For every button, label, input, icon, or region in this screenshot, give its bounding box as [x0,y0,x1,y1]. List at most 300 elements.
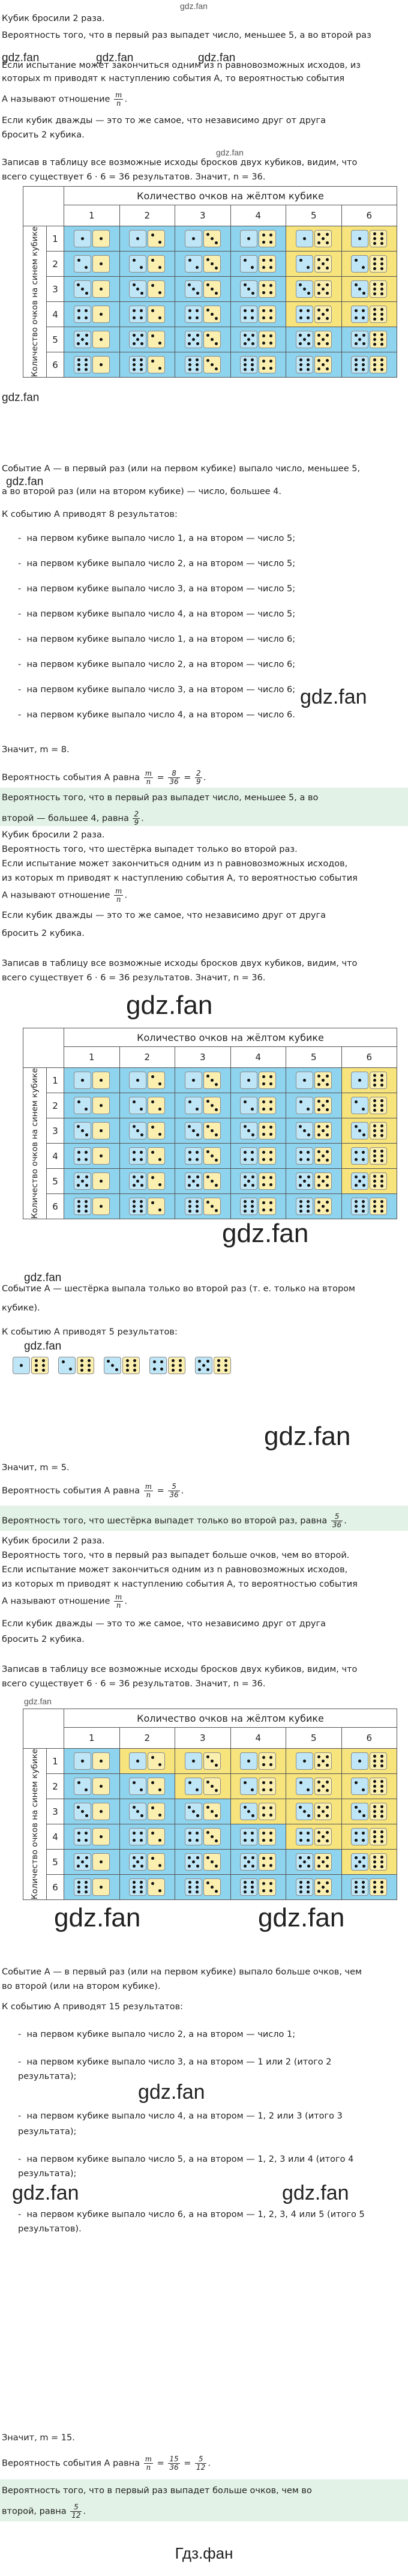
outcome-cell [64,327,120,352]
die-6 [74,1878,91,1896]
row-header: 5 [47,1169,64,1194]
outcome-cell [175,352,231,378]
die-3 [203,1803,221,1820]
answer-line: Вероятность того, что шестёрка выпадет только во второй раз, равна $\frac{5}{36}$ . [2,1512,347,1529]
die-3 [240,1803,257,1820]
text-line: бросить 2 кубика. [2,1635,85,1644]
outcome-cell [175,302,231,327]
die-5 [129,1172,146,1190]
row-header: 4 [47,1144,64,1169]
die-5 [314,356,332,373]
outcome-cell [341,277,397,302]
dice-pair [103,1357,140,1374]
die-5 [185,1172,202,1190]
text-line: К событию A приводят 15 результатов: [2,2002,184,2012]
row-header: 2 [47,252,64,277]
die-4 [185,1828,202,1845]
watermark: gdz.fan [216,148,244,157]
die-1 [351,1072,368,1089]
outcome-cell [119,1774,175,1799]
die-3 [185,1803,202,1820]
die-2 [148,356,165,373]
outcome-cell [230,327,286,352]
die-1 [296,1072,313,1089]
die-1 [296,230,313,247]
die-6 [370,1752,387,1770]
watermark: gdz.fan [24,1340,62,1353]
die-4 [149,1357,167,1374]
die-6 [296,1198,313,1215]
die-3 [203,1172,221,1190]
text-line: Вероятность события A равна $\frac{m}{n}$ = $\frac{15}{36}$ = $\frac{5}{12}$ . [2,2455,211,2472]
die-6 [370,1878,387,1896]
die-3 [203,1147,221,1165]
die-2 [296,1097,313,1114]
outcome-cell [286,1774,342,1799]
list-item: результата); [18,2127,77,2137]
row-header: 3 [47,1118,64,1144]
die-3 [240,1122,257,1139]
die-2 [74,1778,91,1795]
die-1 [92,1828,110,1845]
outcome-cell [230,1093,286,1118]
die-4 [259,1803,276,1820]
table-corner [23,1028,64,1068]
die-4 [129,1147,146,1165]
outcome-cell [341,1749,397,1774]
row-header: 4 [47,1824,64,1850]
die-6 [240,1878,257,1896]
outcome-cell [119,1169,175,1194]
die-1 [92,255,110,273]
die-1 [185,230,202,247]
die-2 [74,1097,91,1114]
die-2 [148,280,165,298]
outcome-cell [175,226,231,252]
outcome-cell [64,1875,120,1900]
text-line: из которых m приводят к наступлению события A, то вероятностью события [2,1579,358,1589]
outcome-cell [286,1169,342,1194]
list-item: результата); [18,2169,77,2179]
die-1 [92,1172,110,1190]
col-header: 5 [286,1728,342,1749]
dice-table [0,1709,408,1907]
die-2 [148,1072,165,1089]
die-1 [92,280,110,298]
die-2 [148,1803,165,1820]
outcome-cell [119,352,175,378]
outcome-cell [230,1799,286,1824]
die-5 [240,331,257,348]
text-line: Кубик бросили 2 раза. [2,1536,105,1546]
outcome-cell [175,1850,231,1875]
die-2 [148,1122,165,1139]
outcome-cell [119,1749,175,1774]
die-4 [129,306,146,323]
outcome-cell [119,1799,175,1824]
dice-pair [194,1357,232,1374]
die-3 [203,1198,221,1215]
die-1 [92,1878,110,1896]
die-1 [92,1853,110,1871]
text-line: A называют отношение $\frac{m}{n}$ . [2,887,128,903]
outcome-cell [341,1850,397,1875]
die-5 [314,1172,332,1190]
row-header: 3 [47,1799,64,1824]
die-2 [185,1778,202,1795]
die-3 [129,1122,146,1139]
outcome-cell [119,1875,175,1900]
die-3 [296,1803,313,1820]
col-header: 1 [64,205,120,226]
row-header: 6 [47,1194,64,1219]
die-6 [185,1198,202,1215]
outcome-cell [64,1068,120,1093]
outcome-cell [230,1169,286,1194]
die-2 [58,1357,76,1374]
die-4 [259,1198,276,1215]
die-3 [74,280,91,298]
outcome-cell [341,1068,397,1093]
die-4 [74,1147,91,1165]
col-header: 1 [64,1047,120,1068]
die-3 [296,280,313,298]
die-6 [351,1878,368,1896]
col-header: 6 [341,1728,397,1749]
list-item: - на первом кубике выпало число 3, а на втором — 1 или 2 (итого 2 [18,2057,332,2067]
text-line: Если испытание может закончиться одним из n равновозможных исходов, [2,1565,348,1575]
die-1 [74,1752,91,1770]
die-6 [370,306,387,323]
dice-pair [149,1357,186,1374]
die-5 [351,1853,368,1871]
die-3 [203,1778,221,1795]
outcome-cell [175,1875,231,1900]
dice-pair [58,1357,95,1374]
die-1 [92,356,110,373]
table-corner [23,1709,64,1749]
die-5 [314,1803,332,1820]
text-line: а во второй раз (или на втором кубике) — число, большее 4. [2,487,282,496]
die-1 [92,1122,110,1139]
die-2 [296,255,313,273]
outcome-cell [230,1194,286,1219]
text-line: бросить 2 кубика. [2,130,85,140]
list-item: - на первом кубике выпало число 1, а на втором — число 5; [18,534,296,543]
text-line: Если кубик дважды — это то же самое, что независимо друг от друга [2,911,326,920]
die-3 [203,1853,221,1871]
outcome-cell [230,1875,286,1900]
die-4 [296,1147,313,1165]
outcome-cell [341,1169,397,1194]
text-line: Записав в таблицу все возможные исходы бросков двух кубиков, видим, что [2,1665,358,1674]
die-1 [92,1097,110,1114]
outcome-cell [341,226,397,252]
die-5 [74,331,91,348]
die-1 [129,230,146,247]
watermark: gdz.fan [300,686,367,708]
die-1 [185,1752,202,1770]
outcome-cell [286,302,342,327]
die-3 [203,230,221,247]
list-item: результатов). [18,2224,82,2234]
outcome-cell [64,1850,120,1875]
outcome-cell [286,1824,342,1850]
die-3 [203,1097,221,1114]
outcome-cell [119,327,175,352]
die-2 [129,1778,146,1795]
list-item: - на первом кубике выпало число 4, а на втором — число 5; [18,609,296,619]
outcome-cell [230,226,286,252]
outcome-table [23,1709,397,1900]
outcome-cell [119,252,175,277]
outcome-cell [64,1169,120,1194]
die-1 [92,1147,110,1165]
die-2 [240,255,257,273]
answer-line: Вероятность того, что в первый раз выпадет больше очков, чем во [2,2486,312,2496]
die-4 [185,1147,202,1165]
die-3 [203,255,221,273]
die-2 [351,1097,368,1114]
outcome-cell [286,1850,342,1875]
outcome-cell [119,1068,175,1093]
table-corner [23,187,64,226]
die-4 [296,1828,313,1845]
outcome-cell [64,1144,120,1169]
text-line: Кубик бросили 2 раза. [2,14,105,23]
outcome-cell [230,1068,286,1093]
list-item: - на первом кубике выпало число 5, а на втором — 1, 2, 3 или 4 (итого 4 [18,2155,354,2164]
die-1 [351,230,368,247]
die-5 [129,331,146,348]
side-header: Количество очков на синем кубике [23,1068,47,1219]
text-line: Если испытание может закончиться одним из n равновозможных исходов, из [2,61,361,70]
dice-table [0,186,408,384]
text-line: Вероятность события A равна $\frac{m}{n}$ = $\frac{8}{36}$ = $\frac{2}{9}$ . [2,769,206,786]
die-5 [314,1122,332,1139]
outcome-cell [286,226,342,252]
outcome-cell [119,1144,175,1169]
col-header: 4 [230,1728,286,1749]
die-3 [104,1357,121,1374]
die-6 [74,1198,91,1215]
outcome-cell [286,1118,342,1144]
die-6 [296,1878,313,1896]
die-6 [77,1357,94,1374]
outcome-cell [119,1194,175,1219]
die-6 [370,1778,387,1795]
header-watermark: gdz.fan [180,1,208,11]
list-item: - на первом кубике выпало число 4, а на втором — число 6. [18,710,295,720]
die-4 [259,1778,276,1795]
die-4 [259,1853,276,1871]
text-line: которых m приводят к наступлению события A, то вероятностью события [2,74,345,83]
die-6 [370,331,387,348]
die-3 [74,1122,91,1139]
die-6 [370,1198,387,1215]
outcome-cell [119,277,175,302]
die-4 [351,1828,368,1845]
die-2 [351,1778,368,1795]
row-header: 1 [47,1749,64,1774]
die-1 [13,1357,30,1374]
text-line: всего существует 6 · 6 = 36 результатов. Значит, n = 36. [2,172,266,182]
outcome-cell [230,352,286,378]
die-6 [168,1357,185,1374]
die-1 [185,1072,202,1089]
outcome-cell [286,1093,342,1118]
die-3 [203,1072,221,1089]
die-4 [259,1147,276,1165]
die-6 [370,356,387,373]
die-3 [351,1122,368,1139]
outcome-cell [286,1144,342,1169]
text-line: Вероятность того, что в первый раз выпадет число, меньшее 5, а во второй раз [2,31,371,40]
dice-pairs [12,1357,372,1429]
outcome-cell [230,277,286,302]
outcome-cell [175,1169,231,1194]
die-6 [214,1357,231,1374]
row-header: 2 [47,1093,64,1118]
side-header: Количество очков на синем кубике [23,1749,47,1900]
text-line: К событию A приводят 8 результатов: [2,510,178,519]
outcome-cell [64,352,120,378]
col-header: 1 [64,1728,120,1749]
outcome-cell [175,1799,231,1824]
die-2 [148,1853,165,1871]
die-6 [370,230,387,247]
die-5 [314,1853,332,1871]
outcome-cell [64,252,120,277]
die-5 [314,1828,332,1845]
die-6 [370,1172,387,1190]
die-3 [203,1752,221,1770]
die-1 [296,1752,313,1770]
outcome-cell [175,1118,231,1144]
row-header: 6 [47,352,64,378]
die-6 [185,1878,202,1896]
watermark: gdz.fan [126,991,213,1020]
die-1 [240,230,257,247]
outcome-cell [230,1824,286,1850]
die-5 [314,1072,332,1089]
die-4 [240,306,257,323]
die-5 [314,255,332,273]
watermark: gdz.fan [12,2182,79,2204]
list-item: - на первом кубике выпало число 2, а на втором — число 1; [18,2030,296,2039]
outcome-cell [341,302,397,327]
die-5 [314,1878,332,1896]
outcome-cell [175,277,231,302]
watermark: gdz.fan [282,2182,349,2204]
die-4 [259,280,276,298]
col-header: 5 [286,1047,342,1068]
outcome-cell [119,302,175,327]
die-5 [74,1172,91,1190]
list-item: - на первом кубике выпало число 4, а на втором — 1, 2 или 3 (итого 3 [18,2111,343,2121]
die-4 [259,1172,276,1190]
text-line: Вероятность события A равна $\frac{m}{n}$ = $\frac{5}{36}$ . [2,1482,184,1499]
text-line: Записав в таблицу все возможные исходы бросков двух кубиков, видим, что [2,959,358,968]
die-4 [185,306,202,323]
die-4 [259,1828,276,1845]
die-6 [240,356,257,373]
outcome-cell [230,1144,286,1169]
die-6 [129,356,146,373]
text-line: К событию A приводят 5 результатов: [2,1327,178,1337]
outcome-cell [64,1774,120,1799]
die-1 [240,1072,257,1089]
text-line: Вероятность того, что в первый раз выпадет больше очков, чем во второй. [2,1551,350,1560]
die-5 [314,331,332,348]
col-header: 2 [119,1728,175,1749]
answer-line: второй, равна $\frac{5}{12}$ . [2,2503,86,2520]
die-4 [74,1828,91,1845]
row-header: 3 [47,277,64,302]
outcome-cell [341,1774,397,1799]
text-line: бросить 2 кубика. [2,929,85,938]
die-1 [92,1778,110,1795]
outcome-cell [286,1875,342,1900]
die-2 [148,1097,165,1114]
text-line: A называют отношение $\frac{m}{n}$ . [2,91,128,107]
outcome-cell [341,1144,397,1169]
die-4 [259,1072,276,1089]
watermark: gdz.fan [2,391,40,404]
outcome-cell [286,1068,342,1093]
outcome-cell [64,1824,120,1850]
die-3 [240,280,257,298]
list-item: - на первом кубике выпало число 6, а на втором — 1, 2, 3, 4 или 5 (итого 5 [18,2210,365,2219]
outcome-cell [175,1144,231,1169]
answer-line: второй — большее 4, равна $\frac{2}{9}$ . [2,810,144,827]
die-6 [370,280,387,298]
outcome-cell [341,327,397,352]
outcome-cell [341,1799,397,1824]
outcome-cell [64,1118,120,1144]
die-2 [148,1172,165,1190]
die-1 [92,1752,110,1770]
die-6 [122,1357,140,1374]
die-3 [296,1122,313,1139]
outcome-cell [341,1824,397,1850]
outcome-cell [341,1118,397,1144]
die-3 [74,1803,91,1820]
die-6 [370,1853,387,1871]
watermark: gdz.fan [24,1697,52,1706]
die-6 [351,1198,368,1215]
die-2 [240,1097,257,1114]
die-5 [240,1172,257,1190]
outcome-cell [64,302,120,327]
die-1 [240,1752,257,1770]
die-2 [296,1778,313,1795]
die-1 [351,1752,368,1770]
watermark: gdz.fan [24,1271,62,1284]
die-3 [185,1122,202,1139]
text-line: Событие A — в первый раз (или на первом кубике) выпало больше очков, чем [2,1967,362,1977]
outcome-cell [286,1749,342,1774]
outcome-cell [230,1774,286,1799]
die-3 [129,280,146,298]
die-2 [240,1778,257,1795]
text-line: Записав в таблицу все возможные исходы бросков двух кубиков, видим, что [2,158,358,167]
text-line: Вероятность того, что шестёрка выпадет только во второй раз. [2,845,298,854]
outcome-cell [175,1194,231,1219]
die-5 [314,230,332,247]
list-item: - на первом кубике выпало число 3, а на втором — число 5; [18,584,296,594]
col-header: 4 [230,1047,286,1068]
